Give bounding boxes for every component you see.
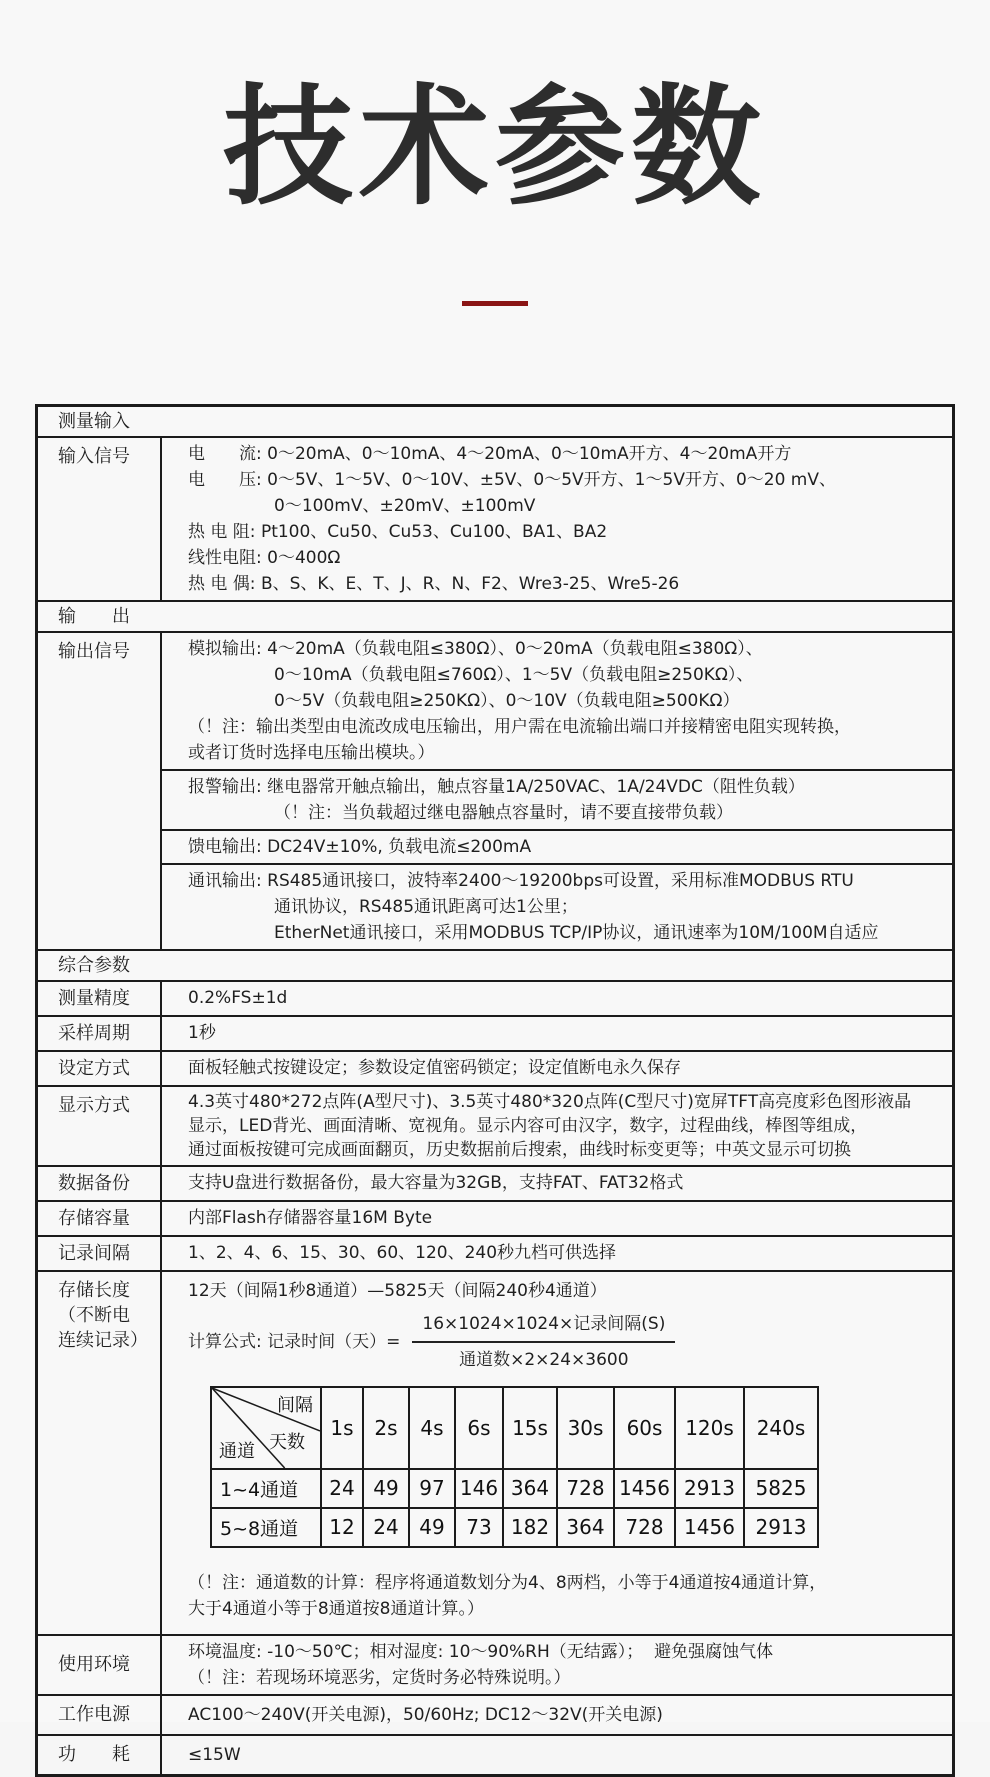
spec-line: 电 流: 0～20mA、0～10mA、4～20mA、0～10mA开方、4～20mA开方 [188,443,792,464]
column-header: 2s [363,1387,409,1469]
backup-label: 数据备份 [38,1167,162,1200]
table-row [211,1508,818,1547]
spec-line: （！注：通道数的计算：程序将通道数划分为4、8两档，小等于4通道按4通道计算， [188,1572,827,1593]
corner-interval-label: 间隔 [277,1394,313,1416]
output-signal-content [162,633,952,949]
environment-label: 使用环境 [38,1636,162,1694]
consumption-value: ≤15W [188,1744,241,1765]
corner-channel-label: 通道 [219,1440,255,1462]
consumption-label: 功 耗 [38,1736,162,1774]
spec-line: EtherNet通讯接口，采用MODBUS TCP/IP协议，通讯速率为10M/100M自适应 [274,922,879,943]
spec-line: 馈电输出: DC24V±10%, 负载电流≤200mA [188,836,532,857]
spec-line: （！注：输出类型由电流改成电压输出，用户需在电流输出端口并接精密电阻实现转换， [188,716,851,737]
spec-line: 大于4通道小等于8通道按8通道计算。） [188,1598,484,1619]
row-interval [38,1235,952,1270]
formula-fraction [412,1312,675,1372]
page-title: 技术参数 [222,71,767,223]
cell-value: 364 [503,1469,557,1508]
spec-line: 0～10mA（负载电阻≤760Ω）、1～5V（负载电阻≥250KΩ）、 [274,664,754,685]
input-signal-label: 输入信号 [38,438,162,600]
spec-line: （！注：若现场环境恶劣，定货时务必特殊说明。） [188,1667,571,1688]
spec-line: 通讯协议，RS485通讯距离可达1公里； [274,896,578,917]
row-accuracy [38,980,952,1015]
alarm-output-block [162,769,952,829]
analog-output-block [162,633,952,769]
cell-value: 2913 [675,1469,744,1508]
row-setting [38,1050,952,1085]
storage-days-table [210,1386,819,1548]
cell-value: 5825 [744,1469,818,1508]
formula-prefix: 计算公式: 记录时间（天）= [188,1331,401,1352]
cell-value: 73 [455,1508,503,1547]
spec-line: 报警输出: 继电器常开触点输出，触点容量1A/250VAC、1A/24VDC（阻性负载） [188,776,805,797]
row-power [38,1694,952,1734]
cell-value: 1456 [614,1469,675,1508]
column-header: 240s [744,1387,818,1469]
display-label: 显示方式 [38,1087,162,1165]
column-header: 4s [409,1387,455,1469]
cell-value: 24 [321,1469,363,1508]
sampling-value: 1秒 [188,1022,216,1043]
spec-line: （！注：当负载超过继电器触点容量时，请不要直接带负载） [274,802,733,823]
cell-value: 146 [455,1469,503,1508]
column-header: 15s [503,1387,557,1469]
row-storage-length [38,1270,952,1634]
spec-line: 热 电 偶: B、S、K、E、T、J、R、N、F2、Wre3-25、Wre5-26 [188,573,680,594]
feed-output-block [162,829,952,863]
column-header: 1s [321,1387,363,1469]
row-header: 1~4通道 [211,1469,321,1508]
spec-line: 环境温度: -10～50℃；相对湿度: 10～90%RH（无结露）； 避免强腐蚀气体 [188,1641,774,1662]
column-header: 60s [614,1387,675,1469]
spec-line: 通讯输出: RS485通讯接口，波特率2400～19200bps可设置，采用标准MODBUS RTU [188,870,854,891]
spec-line: 通过面板按键可完成画面翻页，历史数据前后搜索，曲线时标变更等；中英文显示可切换 [188,1139,851,1160]
spec-line: 4.3英寸480*272点阵(A型尺寸)、3.5英寸480*320点阵(C型尺寸)宽屏TFT高亮度彩色图形液晶 [188,1091,912,1112]
storage-label: 存储长度 （不断电 连续记录） [38,1272,162,1634]
section-header-measurement-input: 测量输入 [58,410,130,432]
row-output-signal [38,631,952,949]
spec-line: 或者订货时选择电压输出模块。） [188,742,435,763]
spec-line: 显示，LED背光、画面清晰、宽视角。显示内容可由汉字，数字，过程曲线，棒图等组成， [188,1115,868,1136]
setting-label: 设定方式 [38,1052,162,1085]
column-header: 120s [675,1387,744,1469]
cell-value: 182 [503,1508,557,1547]
capacity-value: 内部Flash存储器容量16M Byte [188,1207,433,1228]
storage-formula [188,1312,944,1372]
row-backup [38,1165,952,1200]
capacity-label: 存储容量 [38,1202,162,1235]
matrix-corner-cell [211,1387,321,1469]
row-environment [38,1634,952,1694]
cell-value: 49 [409,1508,455,1547]
storage-content [162,1272,952,1634]
formula-denominator: 通道数×2×24×3600 [459,1349,629,1370]
spec-line: 电 压: 0～5V、1～5V、0～10V、±5V、0～5V开方、1～5V开方、0～20 mV、 [188,469,836,490]
accuracy-value: 0.2%FS±1d [188,987,288,1008]
row-consumption [38,1734,952,1774]
spec-line: 模拟输出: 4～20mA（负载电阻≤380Ω）、0～20mA（负载电阻≤380Ω）、 [188,638,763,659]
power-label: 工作电源 [38,1696,162,1734]
cell-value: 24 [363,1508,409,1547]
cell-value: 364 [557,1508,614,1547]
row-sampling [38,1015,952,1050]
row-header: 5~8通道 [211,1508,321,1547]
cell-value: 97 [409,1469,455,1508]
cell-value: 12 [321,1508,363,1547]
output-signal-label: 输出信号 [38,633,162,949]
interval-value: 1、2、4、6、15、30、60、120、240秒九档可供选择 [188,1242,617,1263]
interval-label: 记录间隔 [38,1237,162,1270]
sampling-label: 采样周期 [38,1017,162,1050]
cell-value: 728 [557,1469,614,1508]
input-signal-content [162,438,952,600]
spec-line: 0～100mV、±20mV、±100mV [274,495,536,516]
corner-days-label: 天数 [269,1431,305,1453]
spec-table [35,404,955,1777]
section-header-general-params: 综合参数 [38,949,952,980]
section-header-output: 输 出 [38,600,952,631]
spec-line: 0～5V（负载电阻≥250KΩ）、0～10V（负载电阻≥500KΩ） [274,690,740,711]
cell-value: 2913 [744,1508,818,1547]
row-input-signal [38,436,952,600]
storage-notes [188,1570,944,1628]
cell-value: 49 [363,1469,409,1508]
table-row [211,1469,818,1508]
row-display [38,1085,952,1165]
cell-value: 728 [614,1508,675,1547]
spec-line: 热 电 阻: Pt100、Cu50、Cu53、Cu100、BA1、BA2 [188,521,608,542]
setting-value: 面板轻触式按键设定；参数设定值密码锁定；设定值断电永久保存 [188,1057,681,1078]
backup-value: 支持U盘进行数据备份，最大容量为32GB，支持FAT、FAT32格式 [188,1172,684,1193]
column-header: 30s [557,1387,614,1469]
column-header: 6s [455,1387,503,1469]
title-accent-line [462,301,528,306]
spec-line: 线性电阻: 0～400Ω [188,547,341,568]
storage-range: 12天（间隔1秒8通道）—5825天（间隔240秒4通道） [188,1280,607,1301]
accuracy-label: 测量精度 [38,982,162,1015]
cell-value: 1456 [675,1508,744,1547]
formula-numerator: 16×1024×1024×记录间隔(S) [412,1312,675,1343]
power-value: AC100～240V(开关电源)，50/60Hz; DC12～32V(开关电源) [188,1704,663,1725]
row-capacity [38,1200,952,1235]
comm-output-block [162,863,952,949]
